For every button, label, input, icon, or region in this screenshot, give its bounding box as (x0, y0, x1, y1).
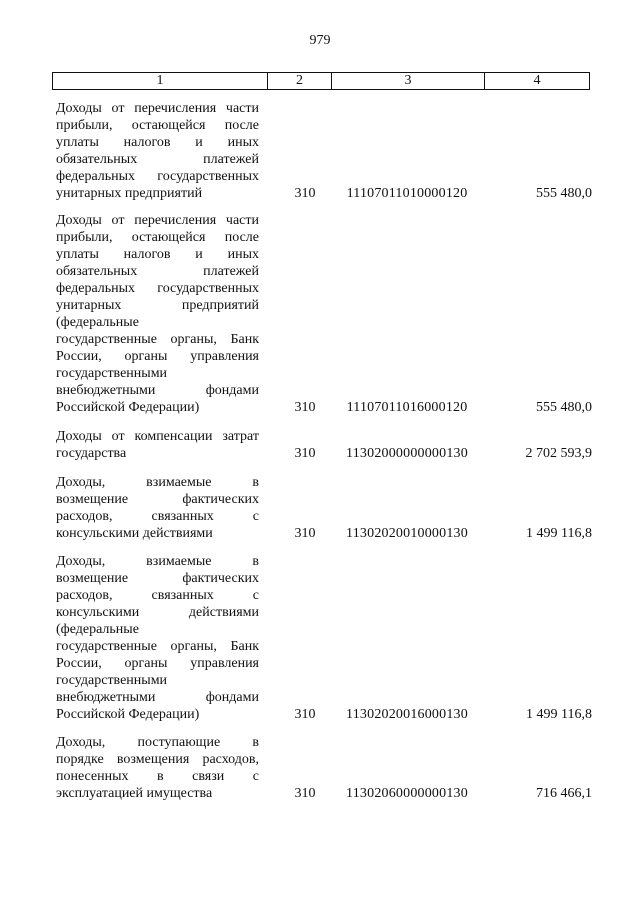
description-line: (федеральные (56, 622, 139, 637)
row-kbk: 11302000000000130 (346, 446, 468, 461)
description-line: государственные органы, Банк (56, 639, 259, 654)
row-amount: 555 480,0 (536, 186, 592, 201)
row-kbk: 11302020010000130 (346, 526, 468, 541)
description-line: Российской Федерации) (56, 400, 200, 415)
row-code: 310 (294, 400, 316, 415)
description-line: возмещение фактических (56, 492, 259, 507)
row-amount: 1 499 116,8 (526, 526, 592, 541)
description-line: государственные органы, Банк (56, 332, 259, 347)
row-amount: 1 499 116,8 (526, 707, 592, 722)
description-line: Доходы от перечисления части (56, 213, 259, 228)
description-line: Российской Федерации) (56, 707, 200, 722)
description-line: России, органы управления (56, 349, 259, 364)
column-header-1: 1 (53, 73, 268, 89)
description-line: обязательных платежей (56, 264, 259, 279)
description-line: обязательных платежей (56, 152, 259, 167)
row-code: 310 (294, 786, 316, 801)
description-line: прибыли, остающейся после (56, 118, 259, 133)
description-line: возмещение фактических (56, 571, 259, 586)
row-kbk: 11107011010000120 (346, 186, 468, 201)
description-line: унитарных предприятий (56, 186, 203, 201)
description-line: государственными (56, 366, 168, 381)
row-code: 310 (294, 446, 316, 461)
description-line: (федеральные (56, 315, 139, 330)
description-line: Доходы от перечисления части (56, 101, 259, 116)
description-line: Доходы, взимаемые в (56, 475, 259, 490)
column-header-4: 4 (533, 73, 541, 88)
row-code: 310 (294, 526, 316, 541)
description-line: понесенных в связи с (56, 769, 259, 784)
row-code: 310 (294, 186, 316, 201)
row-amount: 716 466,1 (536, 786, 592, 801)
description-line: Доходы, взимаемые в (56, 554, 259, 569)
description-line: уплаты налогов и иных (56, 247, 259, 262)
description-line: расходов, связанных с (56, 509, 259, 524)
description-line: унитарных предприятий (56, 298, 259, 313)
description-line: консульскими действиями (56, 605, 259, 620)
row-description (56, 212, 259, 416)
row-kbk: 11302060000000130 (346, 786, 468, 801)
page-number: 979 (309, 33, 331, 48)
description-line: расходов, связанных с (56, 588, 259, 603)
description-line: внебюджетными фондами (56, 383, 259, 398)
row-amount: 555 480,0 (536, 400, 592, 415)
row-kbk: 11107011016000120 (346, 400, 468, 415)
description-line: Доходы от компенсации затрат (56, 429, 259, 444)
description-line: эксплуатацией имущества (56, 786, 213, 801)
description-line: России, органы управления (56, 656, 259, 671)
description-line: прибыли, остающейся после (56, 230, 259, 245)
description-line: федеральных государственных (56, 281, 259, 296)
column-header-3: 3 (332, 73, 485, 89)
row-amount: 2 702 593,9 (525, 446, 592, 461)
row-code: 310 (294, 707, 316, 722)
table-header-row (52, 72, 590, 90)
row-kbk: 11302020016000130 (346, 707, 468, 722)
description-line: государственными (56, 673, 168, 688)
row-description (56, 553, 259, 723)
column-header-2: 2 (268, 73, 332, 89)
description-line: консульскими действиями (56, 526, 213, 541)
description-line: внебюджетными фондами (56, 690, 259, 705)
description-line: государства (56, 446, 127, 461)
description-line: федеральных государственных (56, 169, 259, 184)
description-line: Доходы, поступающие в (56, 735, 259, 750)
description-line: порядке возмещения расходов, (56, 752, 259, 767)
description-line: уплаты налогов и иных (56, 135, 259, 150)
